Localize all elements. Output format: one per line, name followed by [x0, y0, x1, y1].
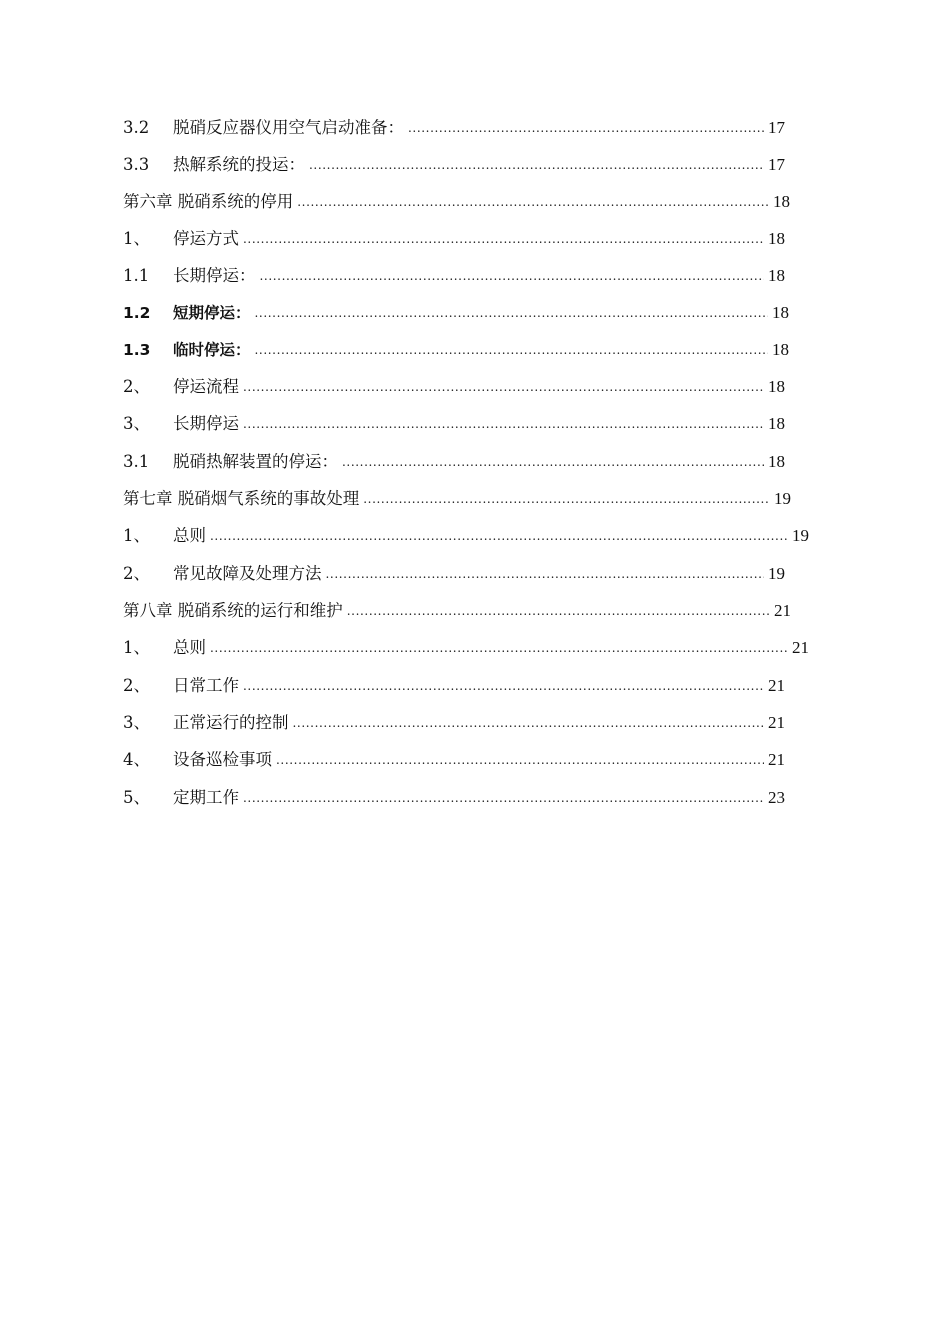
toc-number: 1.3 — [123, 341, 151, 359]
toc-page-number: 18 — [768, 414, 785, 433]
toc-number: 5、 — [123, 788, 150, 807]
toc-title: 第七章 脱硝烟气系统的事故处理 — [123, 489, 360, 508]
dot-leader — [293, 716, 765, 730]
toc-entry-ch8-3[interactable] — [123, 709, 785, 733]
dot-leader — [347, 604, 770, 618]
toc-title: 脱硝热解装置的停运： — [173, 452, 338, 471]
dot-leader — [326, 567, 765, 581]
toc-number: 1.2 — [123, 304, 151, 322]
toc-title: 日常工作 — [173, 676, 239, 695]
toc-page-number: 18 — [768, 452, 785, 471]
toc-page-number: 17 — [768, 118, 785, 137]
toc-title: 长期停运 — [173, 414, 239, 433]
toc-number: 1、 — [123, 638, 150, 657]
dot-leader — [243, 679, 764, 693]
toc-chapter-8[interactable] — [123, 597, 791, 621]
toc-entry-ch8-4[interactable] — [123, 746, 785, 770]
toc-number: 3、 — [123, 713, 150, 732]
toc-entry-3-2[interactable] — [123, 114, 785, 138]
toc-page-number: 19 — [774, 489, 791, 508]
toc-entry-1-3[interactable] — [123, 336, 789, 360]
toc-entry-3-3[interactable] — [123, 151, 785, 175]
dot-leader — [408, 121, 764, 135]
toc-entry-ch7-2[interactable] — [123, 560, 785, 584]
toc-number: 2、 — [123, 377, 150, 396]
toc-number: 2、 — [123, 564, 150, 583]
toc-entry-ch8-2[interactable] — [123, 672, 785, 696]
toc-page-number: 21 — [792, 638, 809, 657]
dot-leader — [297, 195, 769, 209]
toc-title: 第八章 脱硝系统的运行和维护 — [123, 601, 343, 620]
toc-page-number: 19 — [792, 526, 809, 545]
toc-chapter-7[interactable] — [123, 485, 791, 509]
toc-page-number: 21 — [768, 676, 785, 695]
toc-number: 1、 — [123, 229, 150, 248]
toc-title: 短期停运： — [173, 304, 251, 322]
dot-leader — [243, 380, 764, 394]
toc-title: 停运流程 — [173, 377, 239, 396]
dot-leader — [210, 529, 788, 543]
toc-title: 总则 — [173, 526, 206, 545]
toc-entry-ch8-1[interactable] — [123, 634, 809, 658]
dot-leader — [210, 641, 788, 655]
toc-number: 3.3 — [123, 155, 150, 174]
toc-page-number: 18 — [768, 377, 785, 396]
dot-leader — [243, 791, 764, 805]
toc-number: 1.1 — [123, 266, 150, 285]
dot-leader — [255, 306, 768, 320]
dot-leader — [243, 232, 764, 246]
toc-page-number: 19 — [768, 564, 785, 583]
toc-number: 3、 — [123, 414, 150, 433]
toc-title: 长期停运： — [173, 266, 256, 285]
toc-number: 1、 — [123, 526, 150, 545]
toc-title: 停运方式 — [173, 229, 239, 248]
toc-page-number: 18 — [768, 266, 785, 285]
toc-chapter-6[interactable] — [123, 188, 790, 212]
dot-leader — [363, 492, 770, 506]
toc-entry-2[interactable] — [123, 373, 785, 397]
toc-entry-3-1[interactable] — [123, 448, 785, 472]
toc-title: 常见故障及处理方法 — [173, 564, 322, 583]
toc-page-number: 21 — [768, 713, 785, 732]
dot-leader — [309, 158, 764, 172]
dot-leader — [276, 753, 764, 767]
toc-title: 定期工作 — [173, 788, 239, 807]
toc-title: 热解系统的投运： — [173, 155, 305, 174]
dot-leader — [342, 455, 764, 469]
toc-entry-3[interactable] — [123, 410, 785, 434]
toc-title: 设备巡检事项 — [173, 750, 272, 769]
dot-leader — [243, 417, 764, 431]
toc-number: 4、 — [123, 750, 150, 769]
toc-page-number: 21 — [774, 601, 791, 620]
toc-number: 2、 — [123, 676, 150, 695]
toc-entry-ch8-5[interactable] — [123, 784, 785, 808]
toc-title: 总则 — [173, 638, 206, 657]
toc-page-number: 18 — [772, 340, 789, 359]
toc-page-number: 23 — [768, 788, 785, 807]
toc-number: 3.1 — [123, 452, 150, 471]
toc-title: 第六章 脱硝系统的停用 — [123, 192, 294, 211]
toc-title: 正常运行的控制 — [173, 713, 289, 732]
toc-entry-1[interactable] — [123, 225, 785, 249]
dot-leader — [260, 269, 765, 283]
toc-entry-1-2[interactable] — [123, 299, 789, 323]
toc-page-number: 18 — [768, 229, 785, 248]
toc-entry-1-1[interactable] — [123, 262, 785, 286]
toc-page-number: 21 — [768, 750, 785, 769]
toc-number: 3.2 — [123, 118, 150, 137]
toc-title: 脱硝反应器仪用空气启动准备： — [173, 118, 404, 137]
toc-page-number: 18 — [773, 192, 790, 211]
toc-title: 临时停运： — [173, 341, 251, 359]
toc-page-number: 18 — [772, 303, 789, 322]
dot-leader — [255, 343, 768, 357]
toc-entry-ch7-1[interactable] — [123, 522, 809, 546]
toc-page-number: 17 — [768, 155, 785, 174]
